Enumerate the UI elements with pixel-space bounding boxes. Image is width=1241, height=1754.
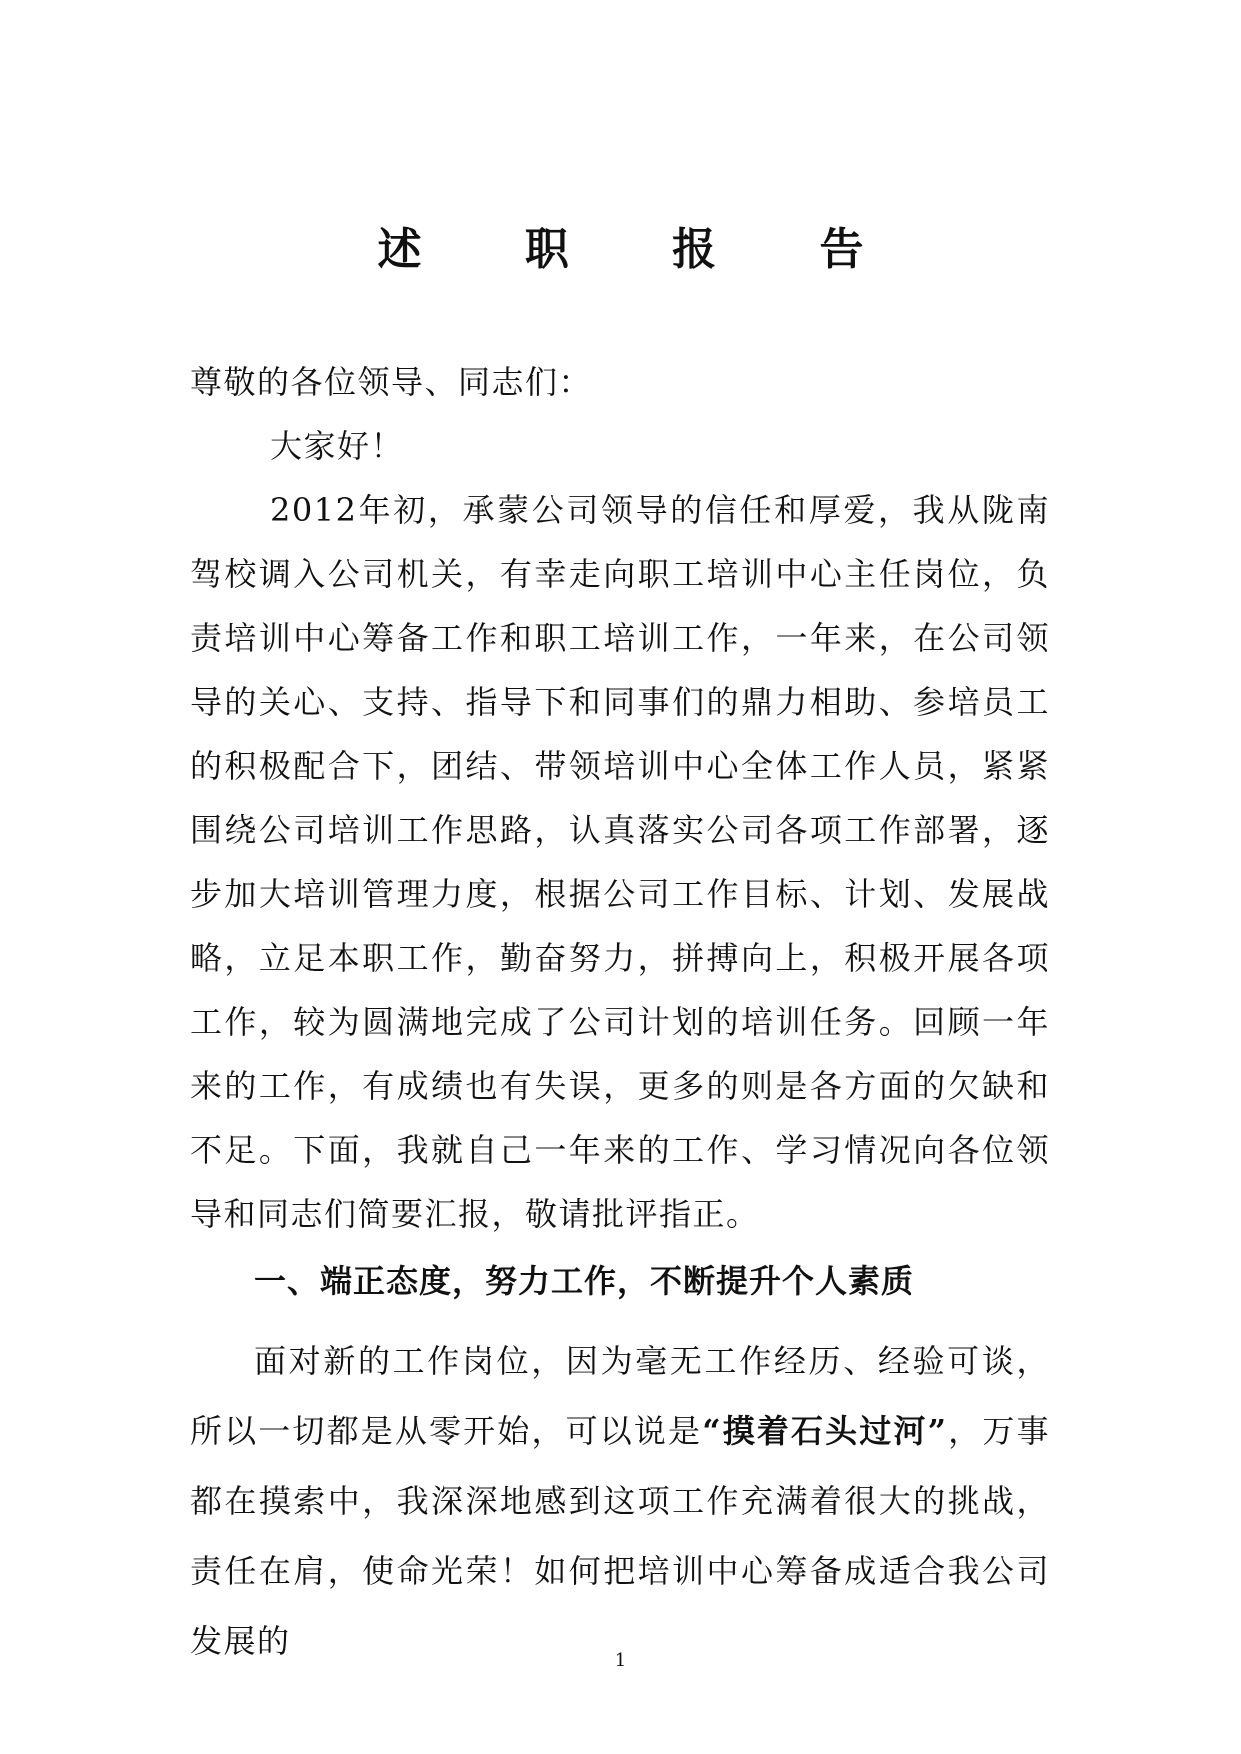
page-number: 1 xyxy=(614,1650,627,1671)
document-title: 述 职 报 告 xyxy=(377,224,908,275)
paragraph-2-text-start: 面对新的工作岗位，因为毫无工作经历、经验可谈，所以一切都是从零开始，可以说是 xyxy=(190,1342,1050,1450)
paragraph-2-text-end: ，万事都在摸索中，我深深地感到这项工作充满着很大的挑战，责任在肩，使命光荣！如何把培训中心筹备成适合我公司发展的 xyxy=(190,1412,1050,1660)
paragraph-1: 2012年初，承蒙公司领导的信任和厚爱，我从陇南驾校调入公司机关，有幸走向职工培训中心主任岗位，负责培训中心筹备工作和职工培训工作，一年来，在公司领导的关心、支持、指导下和同事们的鼎力相助、参培员工的积极配合下，团结、带领培训中心全体工作人员，紧紧围绕公司培训工作思路，认真落实公司各项工作部署，逐步加大培训管理力度，根据公司工作目标、计划、发展战略，立足本职工作，勤奋努力，拼搏向上，积极开展各项工作，较为圆满地完成了公司计划的培训任务。回顾一年来的工作，有成绩也有失误，更多的则是各方面的欠缺和不足。下面，我就自己一年来的工作、学习情况向各位领导和同志们简要汇报，敬请批评指正。 xyxy=(190,491,1050,1233)
greeting-line: 尊敬的各位领导、同志们： xyxy=(190,363,593,401)
section-1-heading: 一、端正态度，努力工作，不断提升个人素质 xyxy=(254,1262,915,1300)
paragraph-2 xyxy=(190,1326,1050,1676)
paragraph-2-emphasis: “摸着石头过河” xyxy=(702,1412,948,1450)
hello-line: 大家好！ xyxy=(270,427,405,465)
